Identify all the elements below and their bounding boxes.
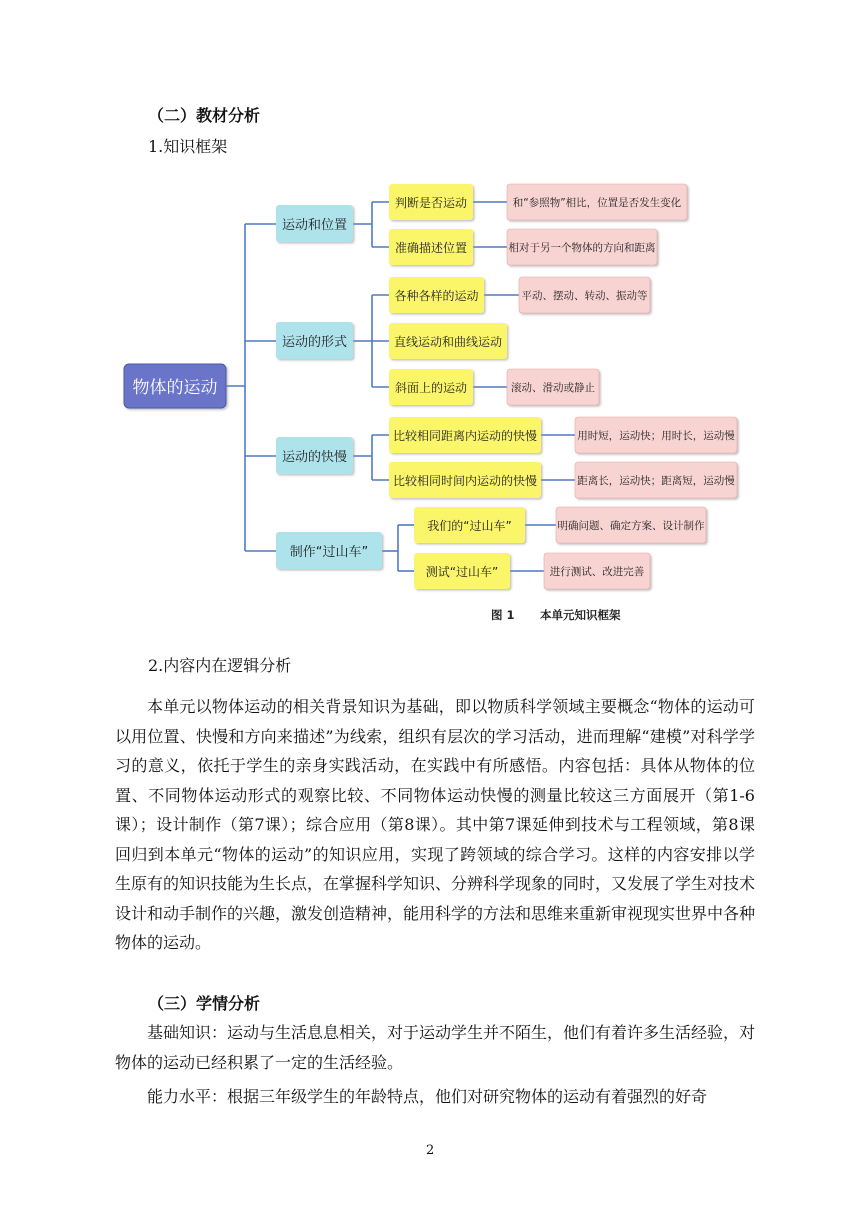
detail-label-distance-speed: 距离长，运动快；距离短，运动慢 xyxy=(577,475,735,487)
child-label-test-coaster: 测试“过山车” xyxy=(425,565,499,579)
branch-label-forms: 运动的形式 xyxy=(281,335,348,350)
child-label-same-distance: 比较相同距离内运动的快慢 xyxy=(392,429,538,443)
branch-label-coaster: 制作“过山车” xyxy=(289,545,369,560)
detail-label-roll-slide: 滚动、滑动或静止 xyxy=(511,382,595,394)
detail-label-direction-distance: 相对于另一个物体的方向和距离 xyxy=(508,242,656,254)
child-label-various-motion: 各种各样的运动 xyxy=(394,289,479,303)
page-number: 2 xyxy=(426,1143,435,1158)
paragraph-ability-level: 能力水平：根据三年级学生的年龄特点，他们对研究物体的运动有着强烈的好奇 xyxy=(147,1087,708,1106)
subsection-title-framework: 1.知识框架 xyxy=(148,137,228,156)
branch-label-speed: 运动的快慢 xyxy=(281,450,348,465)
child-label-our-coaster: 我们的“过山车” xyxy=(427,519,512,533)
paragraph-logic-analysis: 本单元以物体运动的相关背景知识为基础，即以物质科学领域主要概念“物体的运动可以用位置、快慢和方向来描述”为线索，组织有层次的学习活动，进而理解“建模”对科学学习的意义，依托于学生的亲身实践活动，在实践中有所感悟。内容包括：具体从物体的位置、不同物体运动形式的观察比较、不同物体运动快慢的测量比较这三方面展开（第1-6课）；设计制作（第7课）；综合应用（第8课）。其中第7课延伸到技术与工程领域，第8课回归到本单元“物体的运动”的知识应用，实现了跨领域的综合学习。这样的内容安排以学生原有的知识技能为生长点，在掌握科学知识、分辨科学现象的同时，又发展了学生对技术设计和动手制作的兴趣，激发创造精神，能用科学的方法和思维来重新审视现实世界中各种物体的运动。 xyxy=(115,697,756,952)
detail-label-design-steps: 明确问题、确定方案、设计制作 xyxy=(557,520,705,532)
paragraph-basic-knowledge: 基础知识：运动与生活息息相关，对于运动学生并不陌生，他们有着许多生活经验，对物体的运动已经积累了一定的生活经验。 xyxy=(115,1023,756,1072)
branch-label-position: 运动和位置 xyxy=(281,218,348,233)
section-title-students: （三）学情分析 xyxy=(148,994,261,1013)
detail-label-time-speed: 用时短，运动快；用时长，运动慢 xyxy=(577,430,735,442)
detail-label-reference: 和“参照物”相比，位置是否发生变化 xyxy=(512,197,682,209)
detail-label-motion-types: 平动、摆动、转动、振动等 xyxy=(521,290,648,302)
detail-label-test-improve: 进行测试、改进完善 xyxy=(549,566,645,578)
child-label-slope: 斜面上的运动 xyxy=(394,381,468,395)
figure-caption-text: 本单元知识框架 xyxy=(540,608,621,622)
child-label-describe-position: 准确描述位置 xyxy=(394,241,468,255)
child-label-line-curve: 直线运动和曲线运动 xyxy=(393,335,503,349)
child-label-judge-motion: 判断是否运动 xyxy=(394,196,468,210)
root-node-label: 物体的运动 xyxy=(132,378,218,398)
figure-caption-number: 图 1 xyxy=(491,608,515,622)
subsection-title-logic: 2.内容内在逻辑分析 xyxy=(148,656,292,675)
child-label-same-time: 比较相同时间内运动的快慢 xyxy=(392,474,538,488)
section-title-materials: （二）教材分析 xyxy=(148,106,261,125)
